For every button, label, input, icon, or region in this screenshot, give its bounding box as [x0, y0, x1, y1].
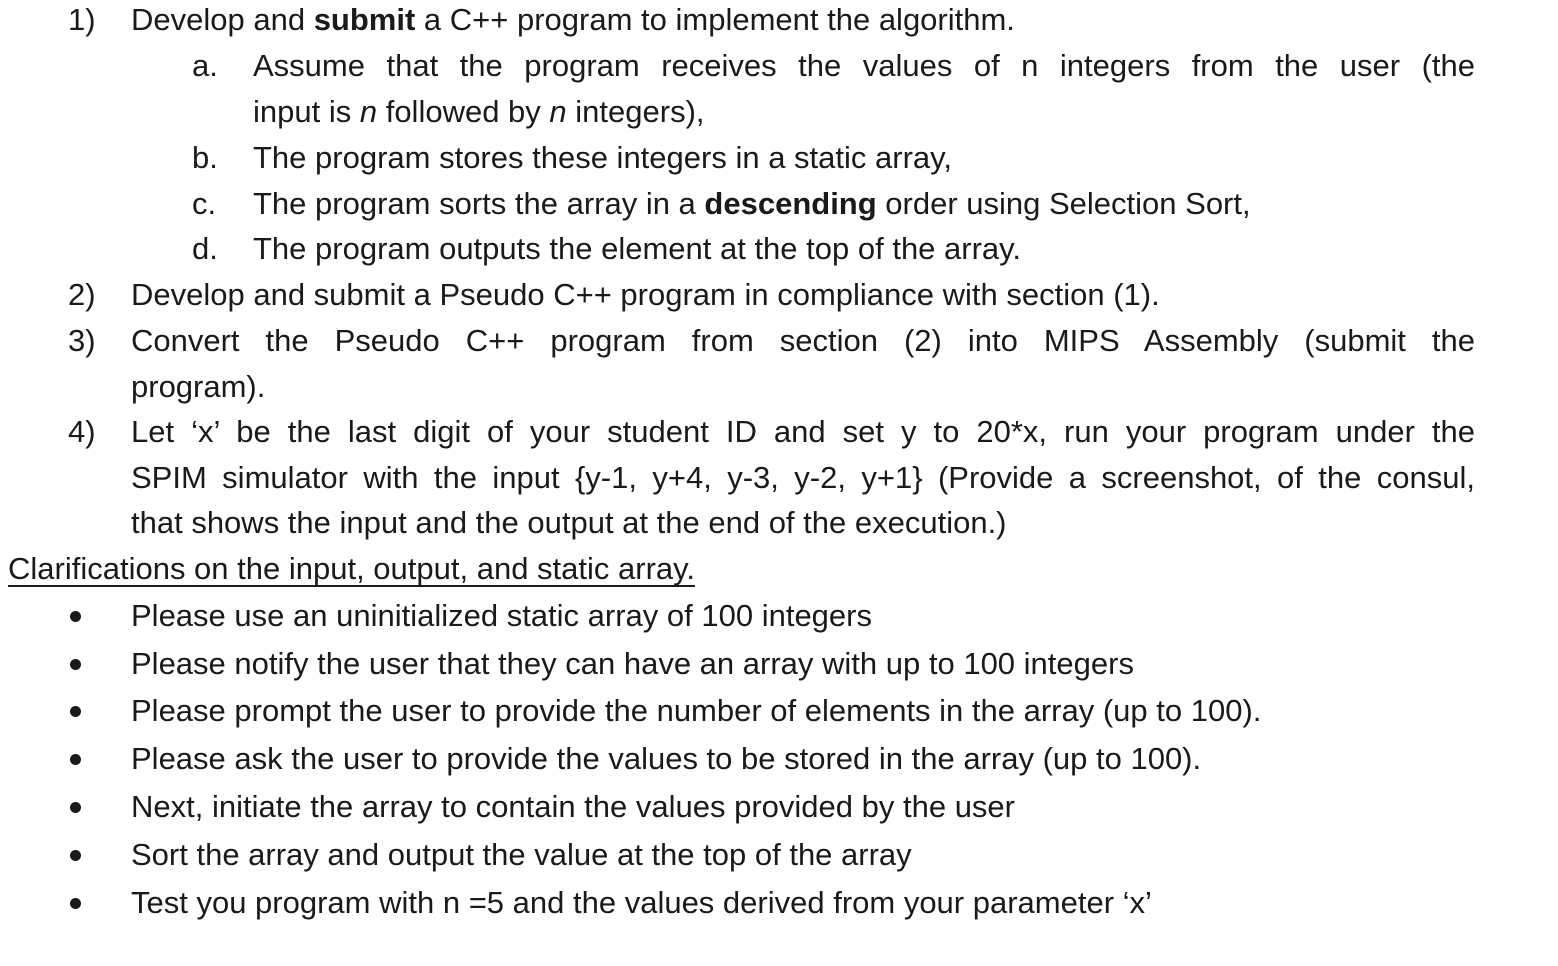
sub-letter: a.: [192, 48, 218, 83]
bullet-text: Please notify the user that they can have an array with up to 100 integers: [131, 646, 1134, 681]
bold-text: descending: [704, 186, 877, 221]
list-number: 4): [68, 414, 96, 449]
text-segment: order using Selection Sort,: [876, 186, 1251, 221]
list-item-text: Develop and submit a Pseudo C++ program in compliance with section (1).: [131, 277, 1160, 312]
bullet-text: Please ask the user to provide the values to be stored in the array (up to 100).: [131, 741, 1202, 776]
list-item-text: [131, 0, 1015, 43]
sub-letter: c.: [192, 186, 217, 221]
bullet-text: Test you program with n =5 and the values derived from your parameter ‘x’: [131, 885, 1152, 920]
sub-item-text: Assume that the program receives the values of n integers from the user (the: [253, 48, 1475, 83]
list-number: 1): [68, 2, 96, 37]
bullet-icon: [70, 898, 81, 909]
sub-item-text: The program stores these integers in a static array,: [253, 140, 952, 175]
bullet-text: Please use an uninitialized static array of 100 integers: [131, 598, 872, 633]
text-segment: integers),: [566, 94, 705, 129]
list-number: 3): [68, 323, 96, 358]
italic-text: n: [359, 94, 378, 129]
list-item-text-continued: SPIM simulator with the input {y-1, y+4, y-3, y-2, y+1} (Provide a screenshot, of the consul,: [131, 460, 1475, 495]
list-item-text: Let ‘x’ be the last digit of your student ID and set y to 20*x, run your program under the: [131, 414, 1475, 449]
text-segment: input is: [253, 94, 360, 129]
sub-letter: b.: [192, 140, 218, 175]
text-segment: The program sorts the array in a: [253, 186, 705, 221]
bullet-text: Please prompt the user to provide the number of elements in the array (up to 100).: [131, 693, 1262, 728]
text-segment: a C++ program to implement the algorithm.: [415, 2, 1015, 37]
text-segment: Develop and: [131, 2, 314, 37]
sub-item-text: [253, 181, 1251, 227]
bold-text: submit: [313, 2, 416, 37]
list-number: 2): [68, 277, 96, 312]
sub-item-text-continued: [253, 89, 705, 135]
bullet-icon: [70, 659, 81, 670]
italic-text: n: [549, 94, 567, 129]
bullet-icon: [70, 706, 81, 717]
bullet-icon: [70, 754, 81, 765]
clarifications-heading: Clarifications on the input, output, and static array.: [8, 551, 695, 586]
bullet-icon: [70, 850, 81, 861]
bullet-text: Sort the array and output the value at the top of the array: [131, 837, 912, 872]
sub-letter: d.: [192, 231, 218, 266]
text-segment: followed by: [377, 94, 550, 129]
bullet-text: Next, initiate the array to contain the values provided by the user: [131, 789, 1015, 824]
bullet-icon: [70, 802, 81, 813]
list-item-text-continued: that shows the input and the output at the end of the execution.): [131, 505, 1007, 540]
sub-item-text: The program outputs the element at the top of the array.: [253, 231, 1021, 266]
list-item-text-continued: program).: [131, 369, 266, 404]
list-item-text: Convert the Pseudo C++ program from section (2) into MIPS Assembly (submit the: [131, 323, 1475, 358]
bullet-icon: [70, 611, 81, 622]
